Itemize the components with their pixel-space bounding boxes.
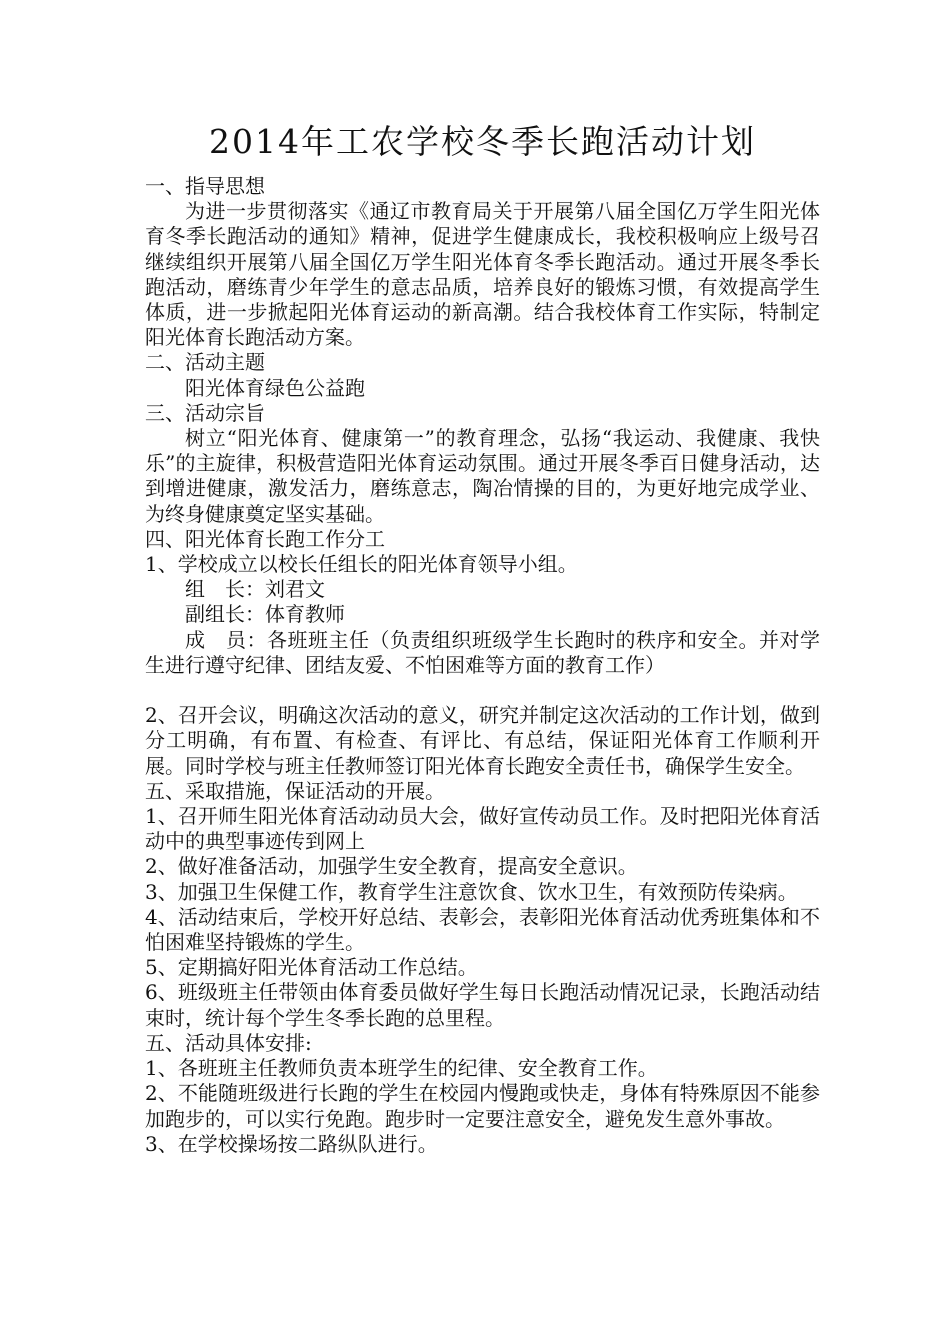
list-item-measure-1: 1、召开师生阳光体育活动动员大会，做好宣传动员工作。及时把阳光体育活动中的典型事迹传到网上 [145,804,820,854]
document-page [145,120,820,1157]
list-item-arrangement-2: 2、不能随班级进行长跑的学生在校园内慢跑或快走，身体有特殊原因不能参加跑步的，可以实行免跑。跑步时一定要注意安全，避免发生意外事故。 [145,1081,820,1131]
blank-line [145,678,820,703]
group-leader-line: 组 长：刘君文 [185,577,325,602]
list-item-measure-2: 2、做好准备活动，加强学生安全教育，提高安全意识。 [145,854,638,879]
list-item-arrangement-3: 3、在学校操场按二路纵队进行。 [145,1131,438,1156]
paragraph-theme: 阳光体育绿色公益跑 [185,375,365,400]
members-line: 成 员：各班班主任（负责组织班级学生长跑时的秩序和安全。并对学生进行遵守纪律、团结友爱、不怕困难等方面的教育工作） [145,627,820,677]
paragraph-purpose: 树立“阳光体育、健康第一”的教育理念，弘扬“我运动、我健康、我快乐”的主旋律，积极营造阳光体育运动氛围。通过开展冬季百日健身活动，达到增进健康，激发活力，磨练意志，陶冶情操的目的，为更好地完成学业、为终身健康奠定坚实基础。 [145,426,820,526]
document-title: 2014年工农学校冬季长跑活动计划 [209,122,756,161]
list-item-measure-4: 4、活动结束后，学校开好总结、表彰会，表彰阳光体育活动优秀班集体和不怕困难坚持锻炼的学生。 [145,904,820,955]
section-heading-theme: 二、活动主题 [145,350,265,375]
section-heading-guiding-thought: 一、指导思想 [145,174,265,198]
list-item-leading-group: 1、学校成立以校长任组长的阳光体育领导小组。 [145,552,578,577]
list-item-arrangement-1: 1、各班班主任教师负责本班学生的纪律、安全教育工作。 [145,1056,658,1081]
section-heading-measures: 五、采取措施，保证活动的开展。 [145,778,445,803]
section-heading-purpose: 三、活动宗旨 [145,400,265,425]
paragraph-guiding-thought: 为进一步贯彻落实《通辽市教育局关于开展第八届全国亿万学生阳光体育冬季长跑活动的通知》精神，促进学生健康成长，我校积极响应上级号召继续组织开展第八届全国亿万学生阳光体育冬季长跑活动。通过开展冬季长跑活动，磨练青少年学生的意志品质，培养良好的锻炼习惯，有效提高学生体质，进一步掀起阳光体育运动的新高潮。结合我校体育工作实际，特制定阳光体育长跑活动方案。 [145,199,820,350]
list-item-measure-5: 5、定期搞好阳光体育活动工作总结。 [145,955,478,980]
section-heading-division-of-work: 四、阳光体育长跑工作分工 [145,526,385,551]
section-heading-arrangements: 五、活动具体安排: [145,1030,312,1055]
deputy-leader-line: 副组长：体育教师 [185,602,345,627]
list-item-measure-6: 6、班级班主任带领由体育委员做好学生每日长跑活动情况记录，长跑活动结束时，统计每个学生冬季长跑的总里程。 [145,980,820,1030]
list-item-meeting: 2、召开会议，明确这次活动的意义，研究并制定这次活动的工作计划，做到分工明确，有布置、有检查、有评比、有总结，保证阳光体育工作顺利开展。同时学校与班主任教师签订阳光体育长跑安全责任书，确保学生安全。 [145,703,820,778]
list-item-measure-3: 3、加强卫生保健工作，教育学生注意饮食、饮水卫生，有效预防传染病。 [145,879,798,904]
